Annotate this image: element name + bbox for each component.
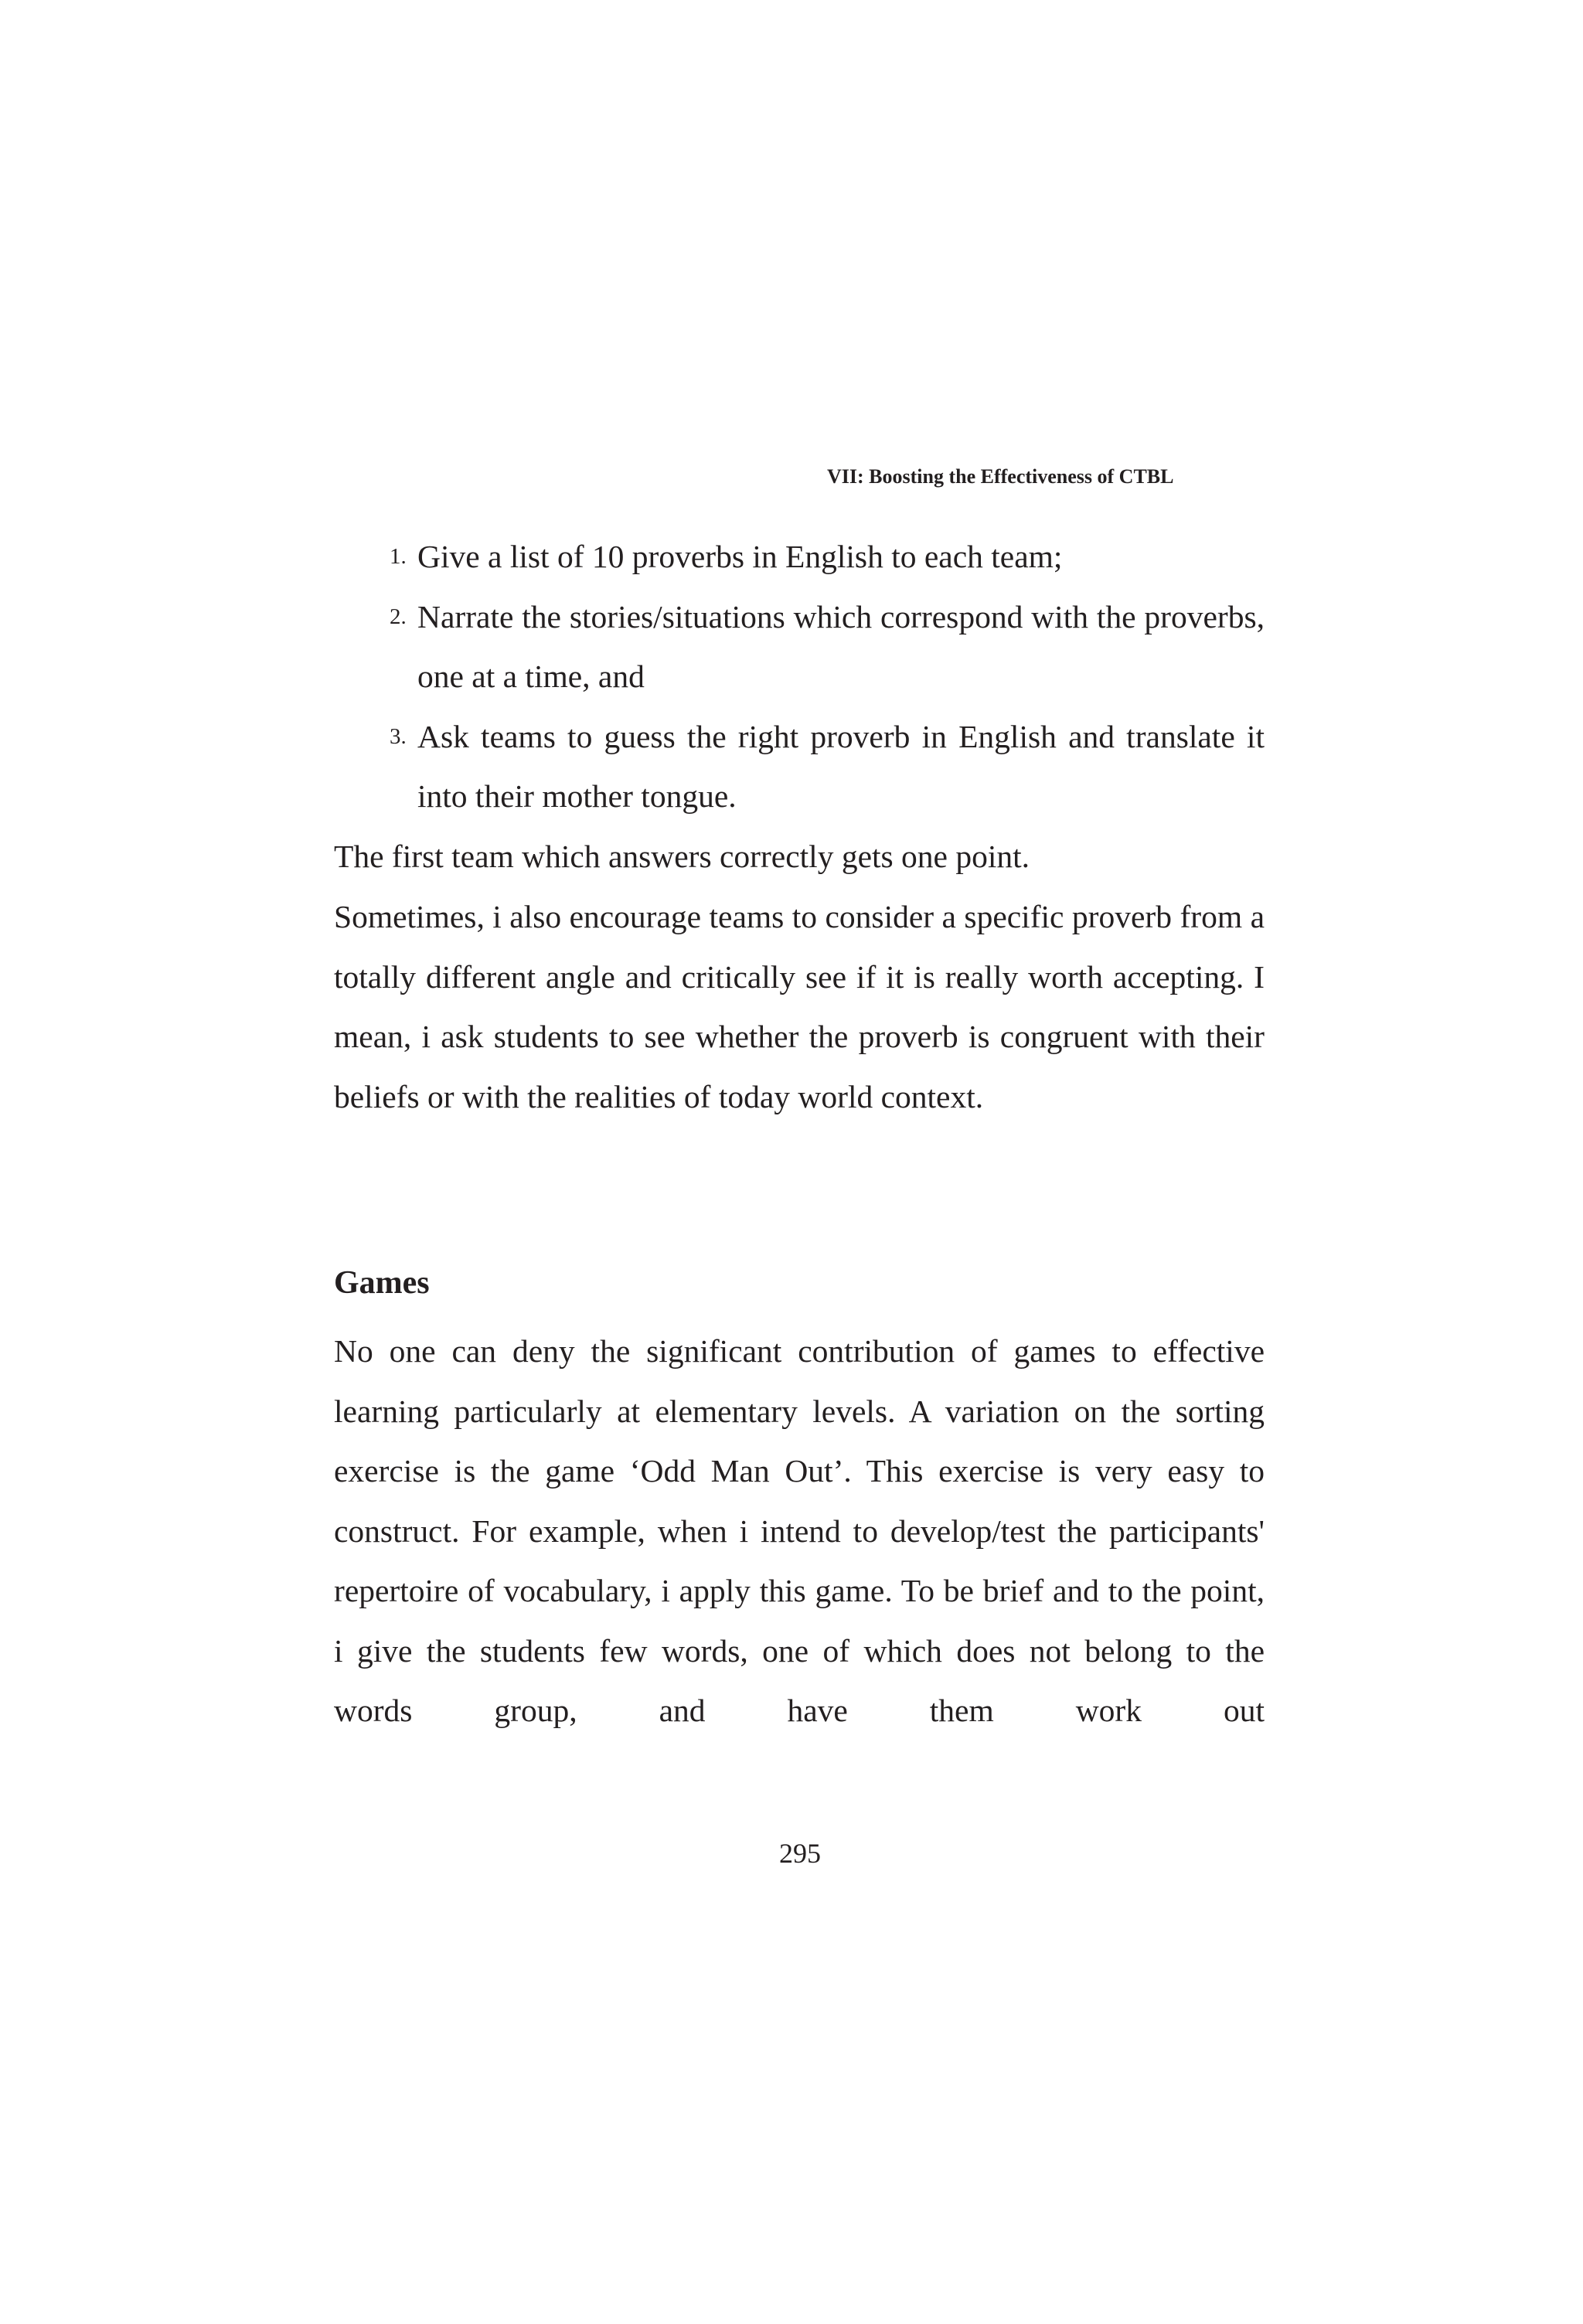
paragraph-games: [334, 1322, 1265, 1741]
paragraph-text: Sometimes, i also encourage teams to consider a specific proverb from a totally different angle and critically see if it is really worth accepting. I mean, i ask students to see whether the proverb is congruent with their beliefs or with the realities of today world context.: [334, 899, 1265, 1114]
list-item-text: Ask teams to guess the right proverb in English and translate it into their mother tongue.: [417, 718, 1265, 814]
page-number: 295: [779, 1838, 821, 1869]
list-item-number: 1.: [390, 544, 407, 569]
list-item-text: Give a list of 10 proverbs in English to each team;: [417, 539, 1063, 574]
numbered-list: [334, 527, 1265, 827]
list-item: [334, 707, 1265, 827]
list-item-number: 2.: [390, 604, 407, 629]
list-item: [334, 527, 1265, 587]
list-item: [334, 587, 1265, 707]
list-item-text: Narrate the stories/situations which correspond with the proverbs, one at a time, and: [417, 598, 1265, 694]
section-heading: Games: [334, 1265, 430, 1301]
running-head: VII: Boosting the Effectiveness of CTBL: [827, 465, 1174, 488]
list-item-number: 3.: [390, 723, 407, 749]
paragraph-scoring: [334, 827, 1265, 887]
paragraph-text: No one can deny the significant contribution of games to effective learning particularly at elementary levels. A variation on the sorting exercise is the game ‘Odd Man Out’. This exercise is very easy to construct. For example, when i intend to develop/test the participants' repertoire of vocabulary, i apply this game. To be brief and to the point, i give the students few words, one of which does not belong to the words group, and have them work out: [334, 1333, 1265, 1728]
paragraph-text: The first team which answers correctly gets one point.: [334, 839, 1030, 874]
paragraph-critical-view: [334, 887, 1265, 1127]
